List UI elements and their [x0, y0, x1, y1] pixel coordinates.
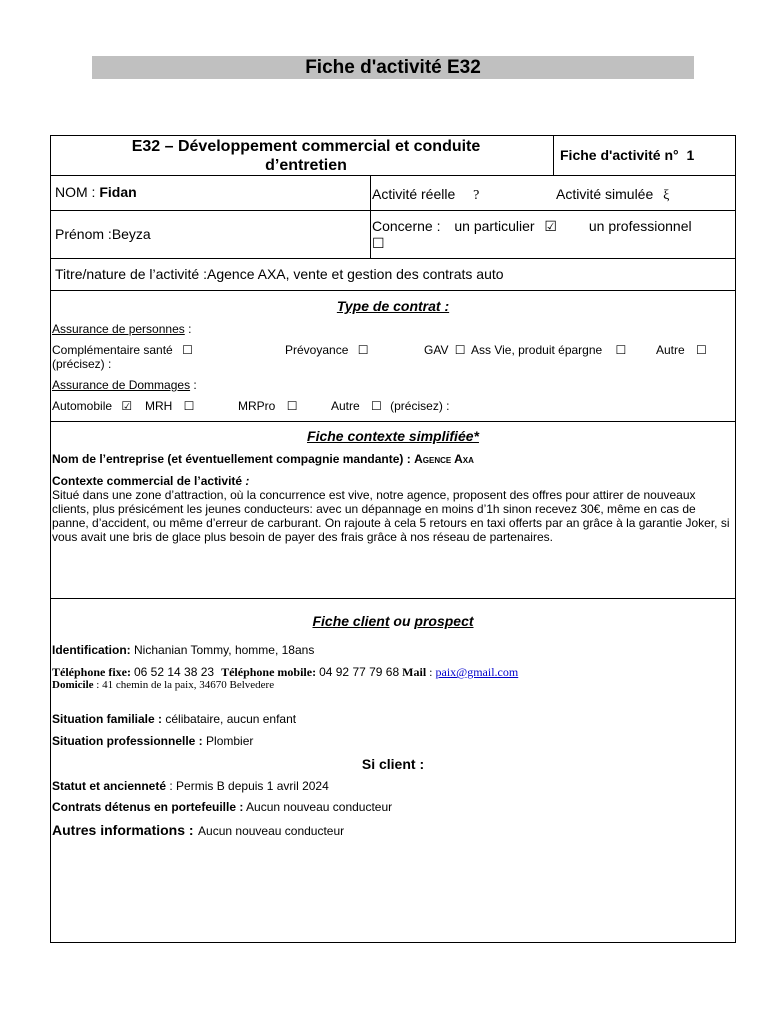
identification-value[interactable]: Nichanian Tommy, homme, 18ans: [134, 643, 315, 657]
activite-reelle-label: Activité réelle: [372, 186, 456, 202]
option-checkbox[interactable]: ☐: [454, 343, 466, 357]
client-heading: [51, 613, 735, 629]
option-automobile[interactable]: [52, 399, 132, 413]
situation-familiale-value[interactable]: célibataire, aucun enfant: [165, 712, 297, 726]
autres-label: Autres informations :: [52, 822, 194, 838]
option-checkbox[interactable]: ☑: [121, 399, 133, 413]
titre-value[interactable]: Agence AXA, vente et gestion des contrats auto: [207, 266, 504, 282]
contrats-field: [52, 800, 392, 814]
concerne-label: Concerne :: [372, 218, 441, 234]
page-title: Fiche d'activité E32: [92, 56, 694, 79]
nom-label: NOM :: [55, 184, 96, 200]
client-heading-ou: ou: [389, 613, 415, 629]
autres-field: [52, 822, 344, 840]
titre-field: [55, 266, 504, 282]
commercial-label: Contexte commercial de l’activité: [52, 474, 243, 488]
contrat-section: [51, 291, 735, 422]
situation-pro-field: [52, 734, 253, 748]
option-label: Prévoyance: [285, 343, 349, 357]
phone-line: [52, 665, 518, 680]
activite-simulee[interactable]: [556, 186, 669, 204]
fiche-number-value: 1: [686, 147, 695, 163]
professionnel-checkbox[interactable]: ☐: [372, 235, 385, 251]
commercial-heading: [52, 474, 249, 488]
commercial-suffix: :: [242, 474, 250, 488]
situation-familiale-label: Situation familiale :: [52, 712, 163, 726]
contrat-heading: Type de contrat :: [336, 298, 450, 314]
option-autre-personnes[interactable]: [656, 343, 707, 357]
personnes-heading: [52, 322, 191, 336]
particulier-checkbox[interactable]: ☑: [544, 218, 557, 234]
tel-fixe-value[interactable]: 06 52 14 38 23: [134, 665, 215, 679]
domicile-label: Domicile: [52, 679, 94, 691]
activite-reelle[interactable]: [372, 186, 479, 204]
prenom-row: [51, 211, 735, 259]
option-checkbox[interactable]: ☐: [371, 399, 382, 413]
option-label: Autre: [656, 343, 685, 357]
option-mrh[interactable]: [145, 399, 194, 413]
dommages-label: Assurance de Dommages: [52, 378, 191, 392]
statut-label: Statut et ancienneté: [52, 779, 167, 793]
prenom-field: [55, 226, 151, 242]
nom-field: [55, 184, 137, 200]
activity-form: [50, 135, 736, 943]
identification-field: [52, 643, 314, 657]
client-heading-client: Fiche client: [312, 613, 390, 629]
concerne-field: [372, 218, 692, 235]
situation-pro-label: Situation professionnelle :: [52, 734, 203, 748]
client-heading-prospect: prospect: [414, 613, 474, 629]
entreprise-field: [52, 452, 474, 466]
situation-pro-value[interactable]: Plombier: [206, 734, 254, 748]
option-complementaire-sante[interactable]: [52, 343, 193, 357]
entreprise-value[interactable]: Agence Axa: [414, 452, 474, 466]
nom-value[interactable]: Fidan: [99, 184, 137, 200]
option-checkbox[interactable]: ☐: [615, 343, 627, 357]
option-gav[interactable]: [424, 343, 466, 357]
option-checkbox[interactable]: ☐: [182, 343, 193, 357]
activite-reelle-checkbox[interactable]: ?: [473, 188, 480, 203]
option-autre-dommages[interactable]: [331, 399, 449, 413]
activite-simulee-checkbox[interactable]: ξ: [663, 188, 670, 203]
identification-label: Identification:: [52, 643, 131, 657]
contexte-section: [51, 422, 735, 599]
module-title: E32 – Développement commercial et conduite d’entretien: [131, 138, 481, 174]
mail-label: Mail: [402, 665, 427, 679]
option-label: Complémentaire santé: [52, 343, 173, 357]
dommages-suffix: :: [190, 378, 197, 392]
divider: [370, 211, 371, 258]
option-label: Autre: [331, 399, 360, 413]
statut-value[interactable]: : Permis B depuis 1 avril 2024: [166, 779, 329, 793]
entreprise-label: Nom de l’entreprise (et éventuellement compagnie mandante) :: [52, 452, 411, 466]
commercial-text[interactable]: Situé dans une zone d’attraction, où la concurrence est vive, notre agence, proposent des offres pour attirer de nouveaux clients, plus présicément les jeunes conducteurs: avec un dépannage en moins d’1h sinon recevez 30€, même en cas de panne, d’accident, ou même d’erreur de carburant. On rajoute à cela 5 retours en taxi offerts par an grâce à la garantie Joker, si vous avait une bris de glace plus besoin de payer des frais grâce à nos réseau de partenaires.: [52, 488, 730, 544]
option-label: Automobile: [52, 399, 113, 413]
prenom-label: Prénom :: [55, 226, 112, 242]
particulier-label: un particulier: [454, 218, 535, 234]
mail-link[interactable]: paix@gmail.com: [435, 665, 519, 679]
option-label: MRH: [145, 399, 173, 413]
client-section: [51, 599, 735, 942]
personnes-label: Assurance de personnes: [52, 322, 185, 336]
option-mrpro[interactable]: [238, 399, 297, 413]
header-row: [51, 136, 735, 176]
option-ass-vie[interactable]: [471, 343, 626, 357]
option-label: Ass Vie, produit épargne: [471, 343, 603, 357]
option-checkbox[interactable]: ☐: [357, 343, 369, 357]
contrats-label: Contrats détenus en portefeuille :: [52, 800, 244, 814]
mail-separator: :: [426, 665, 436, 679]
tel-mobile-label: Téléphone mobile:: [221, 665, 317, 679]
option-label: GAV: [424, 343, 449, 357]
professionnel-label: un professionnel: [588, 218, 692, 234]
activite-simulee-label: Activité simulée: [556, 186, 654, 202]
precisez-dommages: (précisez) :: [390, 399, 450, 413]
prenom-value[interactable]: Beyza: [111, 226, 151, 242]
precisez-personnes: (précisez) :: [52, 357, 112, 371]
tel-mobile-value[interactable]: 04 92 77 79 68: [319, 665, 400, 679]
divider: [553, 136, 554, 175]
fiche-number: [560, 147, 694, 163]
option-checkbox[interactable]: ☐: [286, 399, 298, 413]
contrats-value[interactable]: Aucun nouveau conducteur: [246, 800, 393, 814]
statut-field: [52, 779, 329, 793]
titre-row: [51, 259, 735, 291]
divider: [370, 176, 371, 210]
fiche-label: Fiche d'activité n°: [560, 147, 679, 163]
si-client-heading: Si client :: [361, 756, 425, 772]
option-label: MRPro: [238, 399, 276, 413]
domicile-value[interactable]: : 41 chemin de la paix, 34670 Belvedere: [93, 679, 275, 691]
option-checkbox[interactable]: ☐: [696, 343, 707, 357]
dommages-heading: [52, 378, 197, 392]
tel-fixe-label: Téléphone fixe:: [52, 665, 131, 679]
domicile-line: [52, 679, 274, 691]
option-checkbox[interactable]: ☐: [183, 399, 195, 413]
titre-label: Titre/nature de l’activité :: [55, 266, 207, 282]
personnes-suffix: :: [184, 322, 192, 336]
nom-row: [51, 176, 735, 211]
contexte-heading: Fiche contexte simplifiée*: [307, 428, 479, 444]
autres-value[interactable]: Aucun nouveau conducteur: [198, 824, 345, 838]
situation-familiale-field: [52, 712, 296, 726]
option-prevoyance[interactable]: [285, 343, 368, 357]
